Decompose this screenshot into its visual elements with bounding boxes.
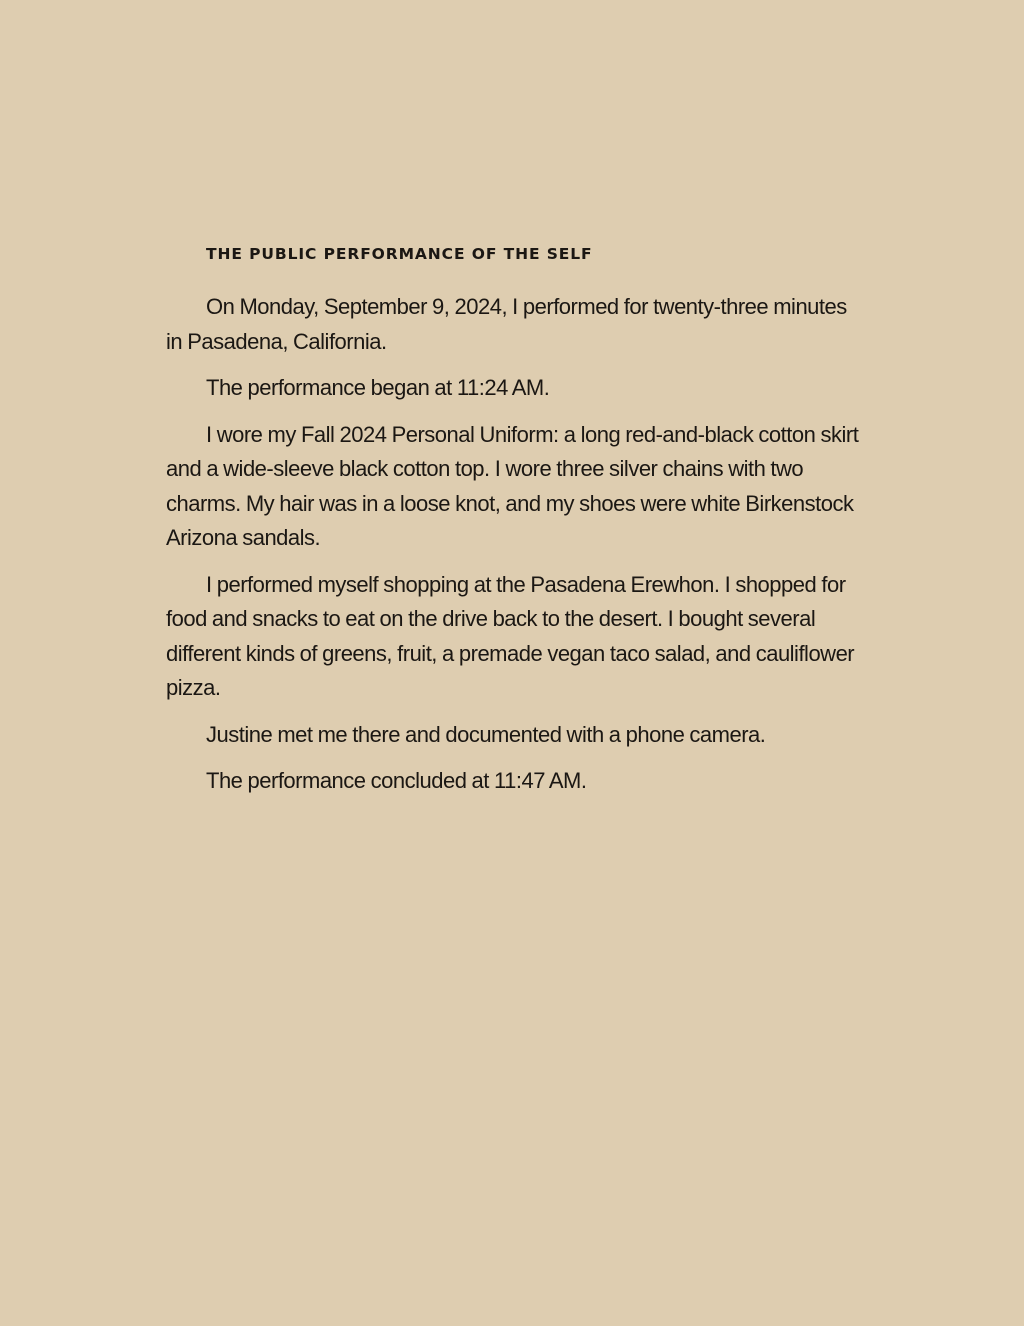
paragraph-start-time: The performance began at 11:24 AM. [206,375,550,400]
document-page [166,240,866,811]
document-heading: THE PUBLIC PERFORMANCE OF THE SELF [206,245,593,263]
paragraph-date-duration: On Monday, September 9, 2024, I performed for twenty-three minutes in Pasadena, California. [166,294,847,354]
paragraph-end-time: The performance concluded at 11:47 AM. [206,768,587,793]
paragraph-outfit: I wore my Fall 2024 Personal Uniform: a long red-and-black cotton skirt and a wide-sleeve black cotton top. I wore three silver chains with two charms. My hair was in a loose knot, and my shoes were white Birkenstock Arizona sandals. [166,421,859,550]
paragraph-documentation: Justine met me there and documented with a phone camera. [206,721,766,747]
paragraph-shopping: I performed myself shopping at the Pasadena Erewhon. I shopped for food and snacks to eat on the drive back to the desert. I bought several different kinds of greens, fruit, a premade vegan taco salad, and cauliflower pizza. [166,571,855,700]
